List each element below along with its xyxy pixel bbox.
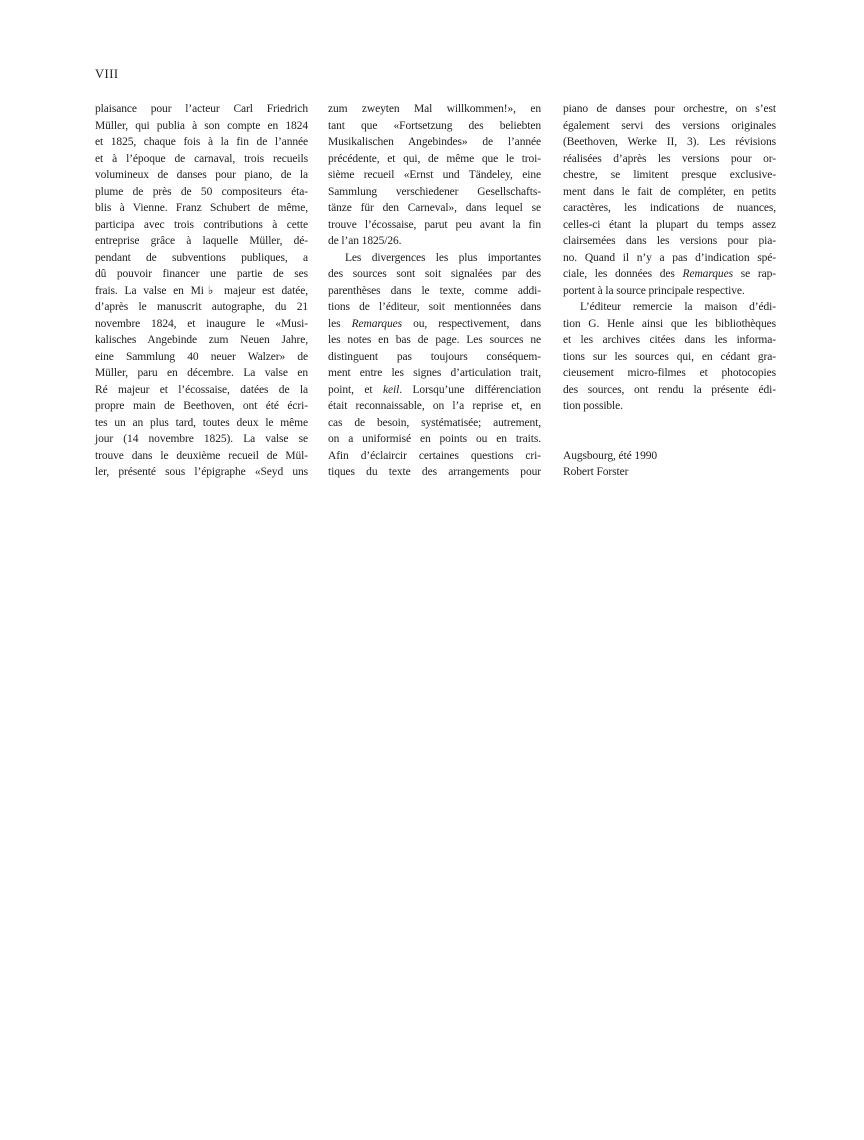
text-line <box>95 299 308 316</box>
text-segment: . Lorsqu’une différenciation <box>399 383 541 396</box>
text-segment: ou, respectivement, dans <box>402 317 542 330</box>
text-line <box>563 250 776 267</box>
text-segment: Sammlung verschiedener Gesellschafts- <box>328 185 541 198</box>
text-segment: portent à la source principale respective. <box>563 284 745 297</box>
text-segment: celles-ci étant la plupart du temps assez <box>563 218 776 231</box>
text-segment: L’éditeur remercie la maison d’édi- <box>580 301 776 313</box>
text-segment: novembre 1824, et inaugure le «Musi- <box>95 317 308 330</box>
text-segment: participa avec trois contributions à cette <box>95 218 308 231</box>
text-segment: des sources, ont rendu la présente édi- <box>563 383 776 396</box>
text-segment: se rap- <box>732 268 776 280</box>
text-line <box>328 448 541 465</box>
text-segment: distinguent pas toujours conséquem- <box>328 350 541 363</box>
text-line <box>95 217 308 234</box>
text-line <box>328 382 541 399</box>
text-segment: Ré majeur et l’écossaise, datées de la <box>95 383 308 396</box>
text-segment: ciale, les données des <box>563 268 683 280</box>
text-line <box>328 332 541 349</box>
text-line <box>95 398 308 415</box>
text-segment: trouve dans le deuxième recueil de Mül- <box>95 449 308 462</box>
text-line <box>563 151 776 168</box>
text-segment: cas de besoin, systématisée; autrement, <box>328 416 541 429</box>
text-segment: ment dans le fait de compléter, en petits <box>563 185 776 198</box>
text-line <box>563 118 776 135</box>
page-number: VIII <box>95 67 119 81</box>
text-segment: parenthèses dans le texte, comme addi- <box>328 284 541 297</box>
text-segment: (Beethoven, Werke II, 3). Les révisions <box>563 136 776 148</box>
text-segment: de l’an 1825/26. <box>328 235 402 247</box>
text-line <box>563 332 776 349</box>
text-segment: jour (14 novembre 1825). La valse se <box>95 433 308 445</box>
text-line <box>95 184 308 201</box>
text-line <box>328 118 541 135</box>
text-line <box>95 365 308 382</box>
text-column-3 <box>563 101 776 481</box>
text-segment: caractères, les indications de nuances, <box>563 202 776 214</box>
text-segment: pendant de subventions publiques, a <box>95 251 308 264</box>
text-segment: piano de danses pour orchestre, on s’est <box>563 103 776 115</box>
text-segment: d’après le manuscrit autographe, du 21 <box>95 301 308 313</box>
text-line <box>563 349 776 366</box>
text-line <box>95 382 308 399</box>
text-column-2 <box>328 101 541 481</box>
text-segment: Afin d’éclaircir certaines questions cri- <box>328 449 541 462</box>
text-line <box>563 217 776 234</box>
text-segment: on a uniformisé en points ou en traits. <box>328 433 541 445</box>
text-line <box>95 415 308 432</box>
text-line <box>95 448 308 465</box>
text-segment: no. Quand il n’y a pas d’indication spé- <box>563 251 776 264</box>
text-segment: et les archives citées dans les informa- <box>563 334 776 346</box>
text-line <box>563 184 776 201</box>
text-line <box>95 431 308 448</box>
text-segment: Müller, qui publia à son compte en 1824 <box>95 119 308 132</box>
text-line <box>328 266 541 283</box>
text-line <box>328 200 541 217</box>
text-segment: des sources sont soit signalées par des <box>328 268 541 280</box>
text-segment: eine Sammlung 40 neuer Walzer» de <box>95 350 308 363</box>
text-segment: Les divergences les plus importantes <box>345 251 541 264</box>
text-line <box>95 250 308 267</box>
text-line <box>328 101 541 118</box>
text-line <box>563 266 776 283</box>
text-segment: précédente, et qui, de même que le troi- <box>328 152 541 165</box>
text-segment: cieusement micro-filmes et photocopies <box>563 367 776 379</box>
text-line <box>328 415 541 432</box>
text-segment: les <box>328 317 352 330</box>
text-line <box>95 167 308 184</box>
signature-place-date <box>563 448 776 465</box>
text-segment: également servi des versions originales <box>563 119 776 132</box>
text-line <box>563 101 776 118</box>
italic-text: keil <box>383 383 400 396</box>
signature-name <box>563 464 776 481</box>
text-segment: point, et <box>328 383 384 396</box>
text-segment: tions sur les sources qui, en cédant gra- <box>563 350 776 363</box>
text-line <box>95 332 308 349</box>
blank-line <box>563 415 776 432</box>
text-line <box>95 283 308 300</box>
text-line <box>95 151 308 168</box>
blank-line <box>563 431 776 448</box>
text-segment: ler, présenté sous l’épigraphe «Seyd uns <box>95 466 308 478</box>
text-columns <box>95 101 776 481</box>
text-line <box>328 299 541 316</box>
text-segment: et 1825, chaque fois à la fin de l’année <box>95 136 308 148</box>
text-line <box>563 398 776 415</box>
text-line <box>328 217 541 234</box>
text-line <box>95 266 308 283</box>
text-segment: tänze für den Carneval», dans lequel se <box>328 202 541 214</box>
text-line <box>95 349 308 366</box>
text-line <box>328 464 541 481</box>
italic-text: Remarques <box>682 268 733 280</box>
text-segment: les notes en bas de page. Les sources ne <box>328 334 541 346</box>
text-line <box>95 233 308 250</box>
text-column-1 <box>95 101 308 481</box>
text-segment: Müller, paru en décembre. La valse en <box>95 367 308 379</box>
text-line <box>328 184 541 201</box>
text-segment: Musikalischen Angebindes» de l’année <box>328 136 541 148</box>
text-segment: zum zweyten Mal willkommen!», en <box>328 103 541 115</box>
text-line <box>563 233 776 250</box>
italic-text: Remarques <box>351 317 402 330</box>
text-line <box>563 134 776 151</box>
text-line <box>328 431 541 448</box>
text-line <box>95 200 308 217</box>
text-line <box>563 365 776 382</box>
text-segment: ment entre les signes d’articulation trait, <box>328 367 541 379</box>
text-segment: kalisches Angebinde zum Neuen Jahre, <box>95 334 308 346</box>
text-segment: blis à Vienne. Franz Schubert de même, <box>95 202 308 214</box>
text-segment: entreprise grâce à laquelle Müller, dé- <box>95 235 308 247</box>
text-line <box>95 316 308 333</box>
text-line <box>328 250 541 267</box>
text-line <box>95 101 308 118</box>
text-segment: plaisance pour l’acteur Carl Friedrich <box>95 103 308 115</box>
text-segment: clairsemées dans les versions pour pia- <box>563 235 776 247</box>
text-segment: tes un an plus tard, toutes deux le même <box>95 416 308 429</box>
text-segment: était reconnaissable, on l’a reprise et, en <box>328 400 541 412</box>
text-segment: Robert Forster <box>563 466 629 478</box>
text-line <box>328 365 541 382</box>
text-line <box>563 283 776 300</box>
text-line <box>563 200 776 217</box>
text-segment: tions de l’éditeur, soit mentionnées dans <box>328 301 541 313</box>
text-segment: plume de près de 50 compositeurs éta- <box>95 185 308 198</box>
text-line <box>328 233 541 250</box>
text-line <box>563 382 776 399</box>
text-segment: réalisées d’après les versions pour or- <box>563 152 776 165</box>
text-line <box>328 167 541 184</box>
text-line <box>563 316 776 333</box>
text-segment: tion G. Henle ainsi que les bibliothèques <box>563 317 776 330</box>
text-line <box>328 398 541 415</box>
text-line <box>563 299 776 316</box>
text-line <box>328 316 541 333</box>
text-line <box>328 134 541 151</box>
text-segment: dû pouvoir financer une partie de ses <box>95 268 308 280</box>
text-line <box>328 349 541 366</box>
text-segment: volumineux de danses pour piano, de la <box>95 169 308 181</box>
text-segment: tant que «Fortsetzung des beliebten <box>328 119 541 132</box>
text-segment: sième recueil «Ernst und Tändeley, eine <box>328 169 541 181</box>
text-segment: chestre, se limitent presque exclusive- <box>563 169 776 181</box>
text-line <box>95 464 308 481</box>
text-line <box>563 167 776 184</box>
text-segment: et à l’époque de carnaval, trois recueils <box>95 152 308 165</box>
text-line <box>328 151 541 168</box>
text-segment: tiques du texte des arrangements pour <box>328 466 541 478</box>
text-segment: frais. La valse en Mi♭ majeur est datée, <box>95 284 308 297</box>
text-line <box>328 283 541 300</box>
text-line <box>95 118 308 135</box>
text-segment: trouve l’écossaise, parut peu avant la fin <box>328 218 541 231</box>
text-line <box>95 134 308 151</box>
text-segment: tion possible. <box>563 400 623 412</box>
text-segment: propre main de Beethoven, ont été écri- <box>95 400 308 412</box>
text-segment: Augsbourg, été 1990 <box>563 449 658 462</box>
